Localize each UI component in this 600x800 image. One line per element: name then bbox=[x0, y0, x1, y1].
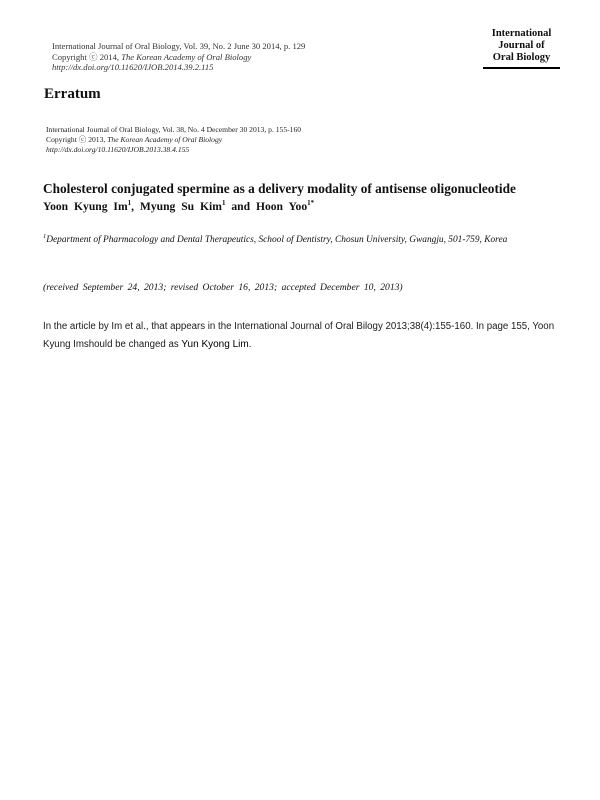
copyright-prefix: Copyright ⓒ 2014, bbox=[52, 51, 122, 62]
erratum-body bbox=[43, 318, 563, 353]
original-copyright-prefix: Copyright ⓒ 2013, bbox=[46, 135, 108, 145]
journal-name-line-2: Journal of bbox=[498, 40, 545, 51]
citation-line: International Journal of Oral Biology, Vol. 39, No. 2 June 30 2014, p. 129 bbox=[52, 41, 306, 51]
original-citation-line: International Journal of Oral Biology, Vol. 38, No. 4 December 30 2013, p. 155-160 bbox=[46, 125, 302, 134]
author-separator: and bbox=[225, 200, 256, 213]
doi-link[interactable] bbox=[52, 62, 305, 73]
affiliation-mark: 1 bbox=[43, 232, 47, 240]
article-title: Cholesterol conjugated spermine as a delivery modality of antisense oligonucleotide bbox=[43, 181, 516, 196]
original-citation bbox=[46, 125, 301, 156]
author-list bbox=[43, 200, 314, 213]
erratum-text: In the article by Im et al., that appears in the International Journal of Oral Bilogy 2013;38(4):155-160. In page 155, Yoon Kyung Imshould be changed as bbox=[43, 321, 555, 350]
doi-text[interactable]: http://dx.doi.org/10.11620/IJOB.2014.39.2.115 bbox=[52, 62, 214, 73]
journal-citation-header bbox=[52, 41, 305, 73]
original-copyright-holder: The Korean Academy of Oral Biology bbox=[107, 135, 223, 145]
section-title: Erratum bbox=[44, 86, 101, 102]
author-affiliation-mark: 1 bbox=[221, 199, 226, 208]
received-dates: (received September 24, 2013; revised October 16, 2013; accepted December 10, 2013) bbox=[43, 282, 403, 293]
author-separator: , bbox=[131, 200, 140, 213]
original-doi-link[interactable] bbox=[46, 145, 301, 155]
author-affiliation-mark: 1* bbox=[307, 199, 315, 208]
journal-logo-box bbox=[483, 28, 560, 69]
author-name: Yoon Kyung Im bbox=[43, 200, 128, 213]
copyright-holder: The Korean Academy of Oral Biology bbox=[121, 51, 252, 62]
affiliation-text: Department of Pharmacology and Dental Therapeutics, School of Dentistry, Chosun University, Gwangju, 501-759, Korea bbox=[46, 235, 508, 245]
author-name: Myung Su Kim bbox=[139, 200, 222, 213]
original-doi-text[interactable]: http://dx.doi.org/10.11620/IJOB.2013.38.4.155 bbox=[46, 145, 190, 155]
author-name: Hoon Yoo bbox=[255, 200, 308, 213]
author-affiliation-mark: 1 bbox=[127, 199, 132, 208]
erratum-text-end: . bbox=[248, 338, 252, 350]
journal-name-line-1: International bbox=[491, 28, 552, 39]
journal-name-line-3: Oral Biology bbox=[492, 52, 551, 63]
original-copyright-line bbox=[46, 135, 301, 145]
copyright-line bbox=[52, 52, 305, 63]
affiliation bbox=[43, 232, 508, 245]
corrected-author-name: Yun Kyong Lim bbox=[181, 338, 249, 350]
